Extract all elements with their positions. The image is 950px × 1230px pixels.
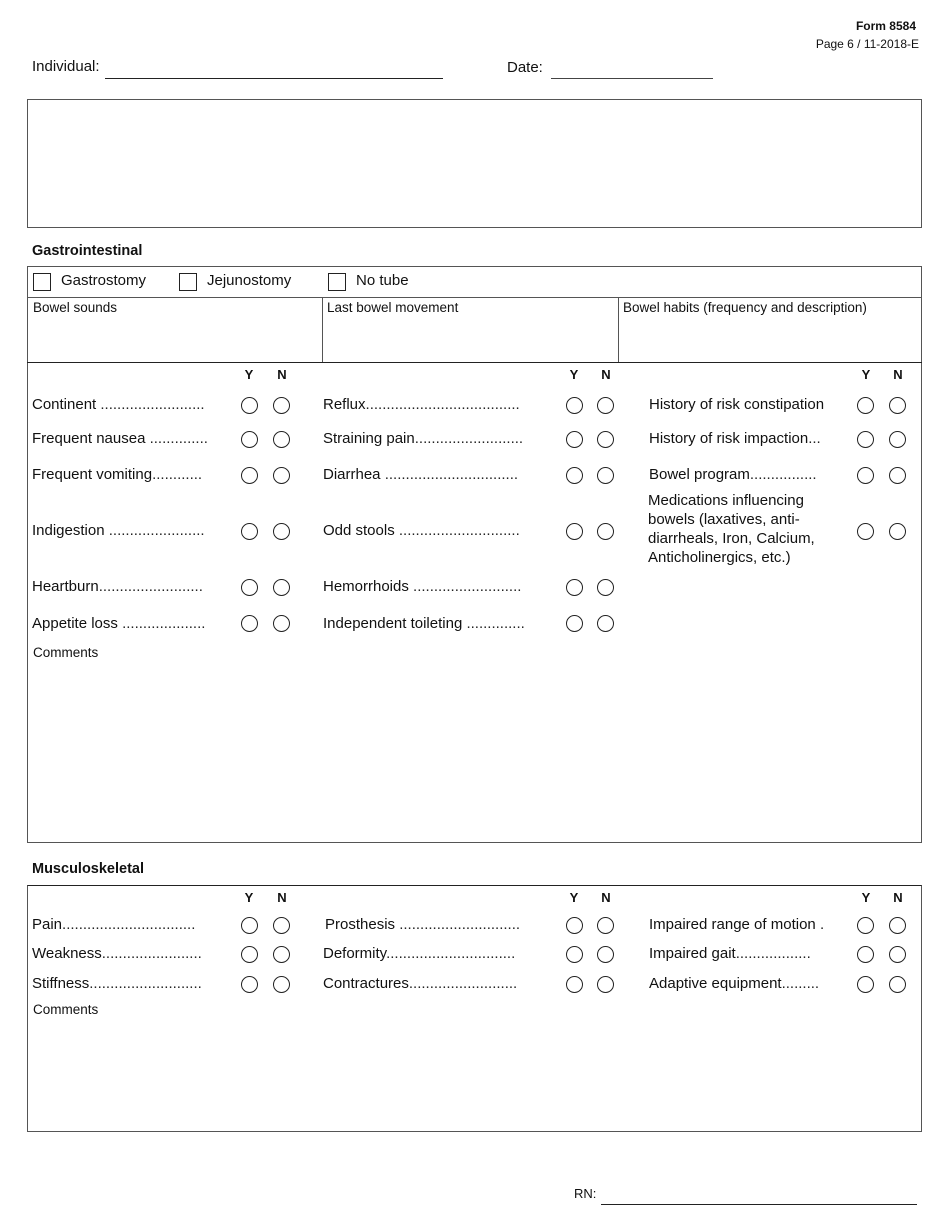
- stiffness-yes-radio[interactable]: [241, 976, 258, 993]
- yes-header: Y: [569, 890, 579, 905]
- straining-pain-no-radio[interactable]: [597, 431, 614, 448]
- adaptive-equipment-no-radio[interactable]: [889, 976, 906, 993]
- indigestion-no-radio[interactable]: [273, 523, 290, 540]
- contractures-no-radio[interactable]: [597, 976, 614, 993]
- independent-toileting-no-radio[interactable]: [597, 615, 614, 632]
- yes-header: Y: [861, 367, 871, 382]
- diarrhea-yes-radio[interactable]: [566, 467, 583, 484]
- medications-yes-radio[interactable]: [857, 523, 874, 540]
- heartburn-no-radio[interactable]: [273, 579, 290, 596]
- page-info: Page 6 / 11-2018-E: [815, 37, 919, 51]
- indigestion-yes-radio[interactable]: [241, 523, 258, 540]
- bowel-program-item: Bowel program................: [649, 466, 817, 483]
- reflux-no-radio[interactable]: [597, 397, 614, 414]
- no-header: N: [277, 367, 287, 382]
- history-risk-impaction-no-radio[interactable]: [889, 431, 906, 448]
- msk-comments-label: Comments: [33, 1002, 99, 1017]
- independent-toileting-item: Independent toileting ..............: [323, 615, 525, 632]
- individual-field[interactable]: [105, 77, 443, 79]
- rn-label: RN:: [574, 1186, 597, 1201]
- bowel-habits-label: Bowel habits (frequency and description): [623, 300, 867, 315]
- heartburn-yes-radio[interactable]: [241, 579, 258, 596]
- yes-header: Y: [569, 367, 579, 382]
- yes-header: Y: [861, 890, 871, 905]
- indigestion-item: Indigestion .......................: [32, 522, 205, 539]
- musculoskeletal-title: Musculoskeletal: [32, 861, 145, 877]
- no-header: N: [601, 890, 611, 905]
- straining-pain-yes-radio[interactable]: [566, 431, 583, 448]
- stiffness-item: Stiffness...........................: [32, 975, 202, 992]
- medications-no-radio[interactable]: [889, 523, 906, 540]
- impaired-range-of-motion-yes-radio[interactable]: [857, 917, 874, 934]
- no-header: N: [601, 367, 611, 382]
- frequent-nausea-item: Frequent nausea ..............: [32, 430, 208, 447]
- history-risk-constipation-yes-radio[interactable]: [857, 397, 874, 414]
- history-risk-constipation-item: History of risk constipation: [649, 396, 825, 413]
- diarrhea-no-radio[interactable]: [597, 467, 614, 484]
- heartburn-item: Heartburn.........................: [32, 578, 203, 595]
- bowel-sounds-label: Bowel sounds: [33, 300, 118, 315]
- straining-pain-item: Straining pain..........................: [323, 430, 524, 447]
- last-bowel-movement-label: Last bowel movement: [327, 300, 459, 315]
- frequent-nausea-no-radio[interactable]: [273, 431, 290, 448]
- no-header: N: [893, 367, 903, 382]
- impaired-gait-yes-radio[interactable]: [857, 946, 874, 963]
- diarrhea-item: Diarrhea ................................: [323, 466, 519, 483]
- divider: [27, 362, 922, 363]
- date-field[interactable]: [551, 78, 713, 79]
- continent-yes-radio[interactable]: [241, 397, 258, 414]
- prosthesis-item: Prosthesis .............................: [325, 916, 521, 933]
- prosthesis-no-radio[interactable]: [597, 917, 614, 934]
- adaptive-equipment-yes-radio[interactable]: [857, 976, 874, 993]
- gastrostomy-label: Gastrostomy: [61, 272, 147, 289]
- bowel-program-yes-radio[interactable]: [857, 467, 874, 484]
- jejunostomy-checkbox[interactable]: [179, 273, 197, 291]
- no-tube-label: No tube: [356, 272, 409, 289]
- appetite-loss-yes-radio[interactable]: [241, 615, 258, 632]
- individual-label: Individual:: [32, 58, 100, 75]
- deformity-no-radio[interactable]: [597, 946, 614, 963]
- gi-comments-field[interactable]: [28, 663, 921, 841]
- yes-header: Y: [244, 367, 254, 382]
- hemorrhoids-no-radio[interactable]: [597, 579, 614, 596]
- contractures-item: Contractures..........................: [323, 975, 518, 992]
- gastrostomy-checkbox[interactable]: [33, 273, 51, 291]
- pain-no-radio[interactable]: [273, 917, 290, 934]
- stiffness-no-radio[interactable]: [273, 976, 290, 993]
- no-header: N: [893, 890, 903, 905]
- bowel-habits-field[interactable]: [619, 318, 921, 361]
- frequent-vomiting-no-radio[interactable]: [273, 467, 290, 484]
- rn-signature-field[interactable]: [601, 1203, 917, 1205]
- reflux-item: Reflux.....................................: [323, 396, 520, 413]
- no-tube-checkbox[interactable]: [328, 273, 346, 291]
- weakness-item: Weakness........................: [32, 945, 202, 962]
- contractures-yes-radio[interactable]: [566, 976, 583, 993]
- gi-comments-label: Comments: [33, 645, 99, 660]
- frequent-nausea-yes-radio[interactable]: [241, 431, 258, 448]
- divider: [27, 297, 922, 298]
- pain-item: Pain................................: [32, 916, 196, 933]
- gastrointestinal-title: Gastrointestinal: [32, 243, 143, 259]
- weakness-no-radio[interactable]: [273, 946, 290, 963]
- appetite-loss-item: Appetite loss ....................: [32, 615, 206, 632]
- frequent-vomiting-item: Frequent vomiting............: [32, 466, 203, 483]
- date-label: Date:: [507, 59, 543, 76]
- weakness-yes-radio[interactable]: [241, 946, 258, 963]
- reflux-yes-radio[interactable]: [566, 397, 583, 414]
- form-number: Form 8584: [855, 19, 916, 33]
- continent-item: Continent .........................: [32, 396, 205, 413]
- history-risk-impaction-yes-radio[interactable]: [857, 431, 874, 448]
- hemorrhoids-yes-radio[interactable]: [566, 579, 583, 596]
- deformity-item: Deformity...............................: [323, 945, 516, 962]
- prosthesis-yes-radio[interactable]: [566, 917, 583, 934]
- last-bowel-movement-field[interactable]: [323, 318, 617, 361]
- impaired-range-of-motion-item: Impaired range of motion .: [649, 916, 825, 933]
- odd-stools-item: Odd stools .............................: [323, 522, 520, 539]
- notes-box[interactable]: [27, 99, 922, 228]
- jejunostomy-label: Jejunostomy: [207, 272, 292, 289]
- odd-stools-no-radio[interactable]: [597, 523, 614, 540]
- bowel-sounds-field[interactable]: [28, 318, 321, 361]
- impaired-gait-no-radio[interactable]: [889, 946, 906, 963]
- yes-header: Y: [244, 890, 254, 905]
- history-risk-constipation-no-radio[interactable]: [889, 397, 906, 414]
- hemorrhoids-item: Hemorrhoids ..........................: [323, 578, 522, 595]
- impaired-range-of-motion-no-radio[interactable]: [889, 917, 906, 934]
- appetite-loss-no-radio[interactable]: [273, 615, 290, 632]
- medications-influencing-bowels-item: Medications influencing bowels (laxatives, anti-diarrheals, Iron, Calcium, Anticholinergics, etc.): [648, 492, 815, 566]
- frequent-vomiting-yes-radio[interactable]: [241, 467, 258, 484]
- impaired-gait-item: Impaired gait..................: [649, 945, 811, 962]
- adaptive-equipment-item: Adaptive equipment.........: [649, 975, 820, 992]
- no-header: N: [277, 890, 287, 905]
- continent-no-radio[interactable]: [273, 397, 290, 414]
- bowel-program-no-radio[interactable]: [889, 467, 906, 484]
- odd-stools-yes-radio[interactable]: [566, 523, 583, 540]
- pain-yes-radio[interactable]: [241, 917, 258, 934]
- history-risk-impaction-item: History of risk impaction...: [649, 430, 821, 447]
- independent-toileting-yes-radio[interactable]: [566, 615, 583, 632]
- msk-comments-field[interactable]: [28, 1020, 921, 1130]
- deformity-yes-radio[interactable]: [566, 946, 583, 963]
